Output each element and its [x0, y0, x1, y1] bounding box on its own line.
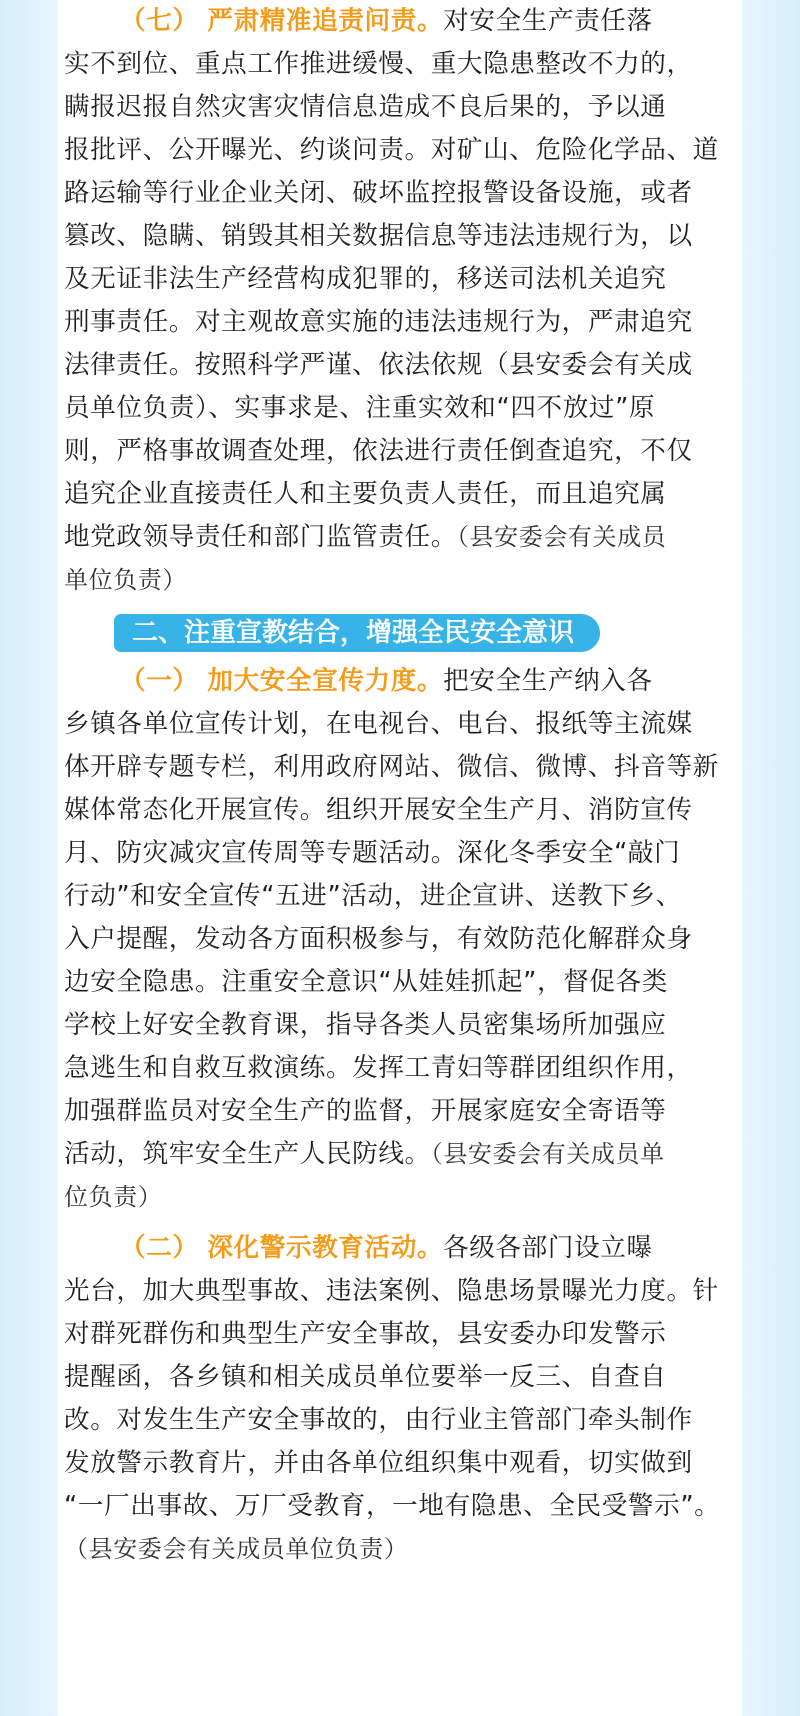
section-7-note-cont: 单位负责）	[64, 566, 187, 594]
section-7-line: 篡改、隐瞒、销毁其相关数据信息等违法违规行为，以	[64, 221, 693, 251]
section-2-title: 深化警示教育活动。	[207, 1233, 444, 1263]
section-7-note: （县安委会有关成员	[456, 523, 667, 551]
section-1-line: 媒体常态化开展宣传。组织开展安全生产月、消防宣传	[64, 795, 693, 825]
section-7-head: （七）	[120, 6, 199, 36]
document-body	[64, 0, 734, 1571]
section-2-line: “一厂出事故、万厂受教育，一地有隐患、全民受警示”。	[64, 1491, 721, 1521]
section-1-line: 行动”和安全宣传“五进”活动，进企宣讲、送教下乡、	[64, 881, 682, 911]
section-7-line: 瞒报迟报自然灾害灾情信息造成不良后果的，予以通	[64, 92, 667, 122]
section-1-note-cont: 位负责）	[64, 1183, 163, 1211]
section-1-line: 急逃生和自救互救演练。发挥工青妇等群团组织作用，	[64, 1053, 693, 1083]
section-1-line: 体开辟专题专栏，利用政府网站、微信、微博、抖音等新	[64, 752, 719, 782]
section-1-head: （一）	[120, 666, 199, 696]
section-7	[64, 0, 734, 602]
section-1-line: 学校上好安全教育课，指导各类人员密集场所加强应	[64, 1010, 667, 1040]
right-decor-strip	[742, 0, 800, 1716]
left-decor-strip	[0, 0, 58, 1716]
section-2-line: 光台，加大典型事故、违法案例、隐患场景曝光力度。针	[64, 1276, 719, 1306]
section-2-line: 各级各部门设立曝	[443, 1233, 653, 1263]
section-2-note: （县安委会有关成员单位负责）	[64, 1535, 409, 1563]
section-2-line: 提醒函，各乡镇和相关成员单位要举一反三、自查自	[64, 1362, 667, 1392]
section-7-line: 员单位负责）、实事求是、注重实效和“四不放过”原	[64, 393, 656, 423]
section-7-line: 地党政领导责任和部门监管责任。	[64, 522, 457, 552]
section-1	[64, 660, 734, 1219]
section-2-line: 发放警示教育片，并由各单位组织集中观看，切实做到	[64, 1448, 693, 1478]
section-1-title: 加大安全宣传力度。	[207, 666, 444, 696]
section-7-line: 报批评、公开曝光、约谈问责。对矿山、危险化学品、道	[64, 135, 719, 165]
section-7-line: 法律责任。按照科学严谨、依法依规（县安委会有关成	[64, 350, 693, 380]
section-7-line: 刑事责任。对主观故意实施的违法违规行为，严肃追究	[64, 307, 693, 337]
section-7-line: 对安全生产责任落	[443, 6, 653, 36]
section-heading-banner: 二、注重宣教结合，增强全民安全意识	[114, 614, 600, 652]
section-2-line: 对群死群伤和典型生产安全事故，县安委办印发警示	[64, 1319, 667, 1349]
section-7-line: 及无证非法生产经营构成犯罪的，移送司法机关追究	[64, 264, 667, 294]
section-2	[64, 1227, 734, 1571]
section-1-line: 活动，筑牢安全生产人民防线。	[64, 1139, 431, 1169]
section-1-line: 边安全隐患。注重安全意识“从娃娃抓起”，督促各类	[64, 967, 668, 997]
section-7-line: 则，严格事故调查处理，依法进行责任倒查追究，不仅	[64, 436, 693, 466]
section-7-line: 追究企业直接责任人和主要负责人责任，而且追究属	[64, 479, 667, 509]
section-1-line: 把安全生产纳入各	[443, 666, 653, 696]
section-7-title: 严肃精准追责问责。	[207, 6, 444, 36]
section-2-line: 改。对发生生产安全事故的，由行业主管部门牵头制作	[64, 1405, 693, 1435]
section-2-head: （二）	[120, 1233, 199, 1263]
section-1-note: （县安委会有关成员单	[430, 1140, 665, 1168]
section-1-line: 入户提醒，发动各方面积极参与，有效防范化解群众身	[64, 924, 693, 954]
section-1-line: 加强群监员对安全生产的监督，开展家庭安全寄语等	[64, 1096, 667, 1126]
section-7-line: 路运输等行业企业关闭、破坏监控报警设备设施，或者	[64, 178, 693, 208]
section-7-line: 实不到位、重点工作推进缓慢、重大隐患整改不力的，	[64, 49, 693, 79]
section-1-line: 月、防灾减灾宣传周等专题活动。深化冬季安全“敲门	[64, 838, 681, 868]
section-1-line: 乡镇各单位宣传计划，在电视台、电台、报纸等主流媒	[64, 709, 693, 739]
